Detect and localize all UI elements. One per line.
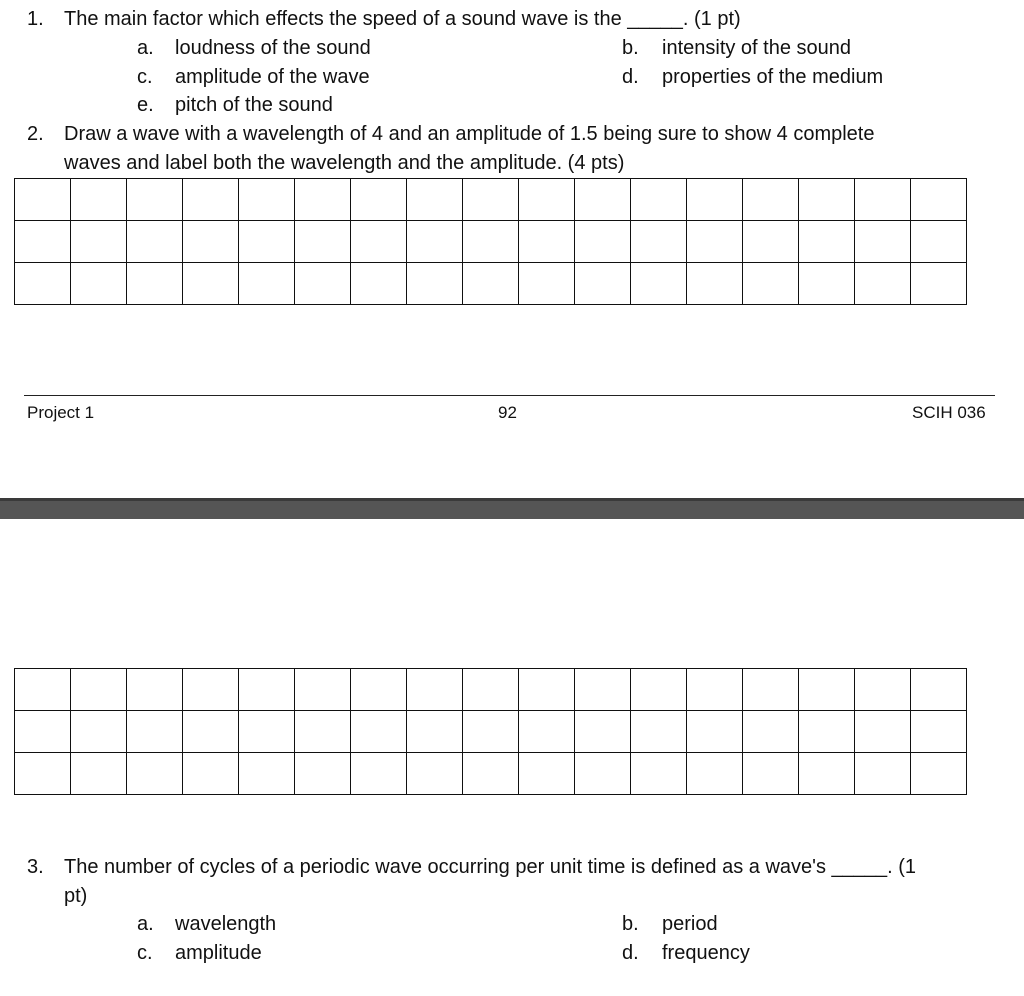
grid-cell[interactable] — [631, 669, 687, 711]
grid-cell[interactable] — [407, 669, 463, 711]
q3-option-b-letter: b. — [622, 913, 639, 935]
grid-cell[interactable] — [687, 179, 743, 221]
grid-cell[interactable] — [127, 711, 183, 753]
grid-cell[interactable] — [127, 263, 183, 305]
grid-cell[interactable] — [71, 711, 127, 753]
grid-cell[interactable] — [575, 179, 631, 221]
drawing-grid-top[interactable] — [14, 178, 967, 305]
grid-cell[interactable] — [71, 669, 127, 711]
page-separator-shadow — [0, 498, 1024, 501]
grid-cell[interactable] — [183, 669, 239, 711]
grid-cell[interactable] — [15, 711, 71, 753]
grid-cell[interactable] — [743, 263, 799, 305]
grid-cell[interactable] — [687, 221, 743, 263]
grid-cell[interactable] — [183, 753, 239, 795]
grid-cell[interactable] — [71, 263, 127, 305]
grid-cell[interactable] — [183, 263, 239, 305]
grid-cell[interactable] — [183, 711, 239, 753]
grid-cell[interactable] — [519, 753, 575, 795]
grid-cell[interactable] — [911, 669, 967, 711]
grid-cell[interactable] — [127, 753, 183, 795]
grid-row — [15, 179, 967, 221]
q1-option-b: intensity of the sound — [662, 37, 852, 59]
grid-cell[interactable] — [855, 263, 911, 305]
grid-cell[interactable] — [295, 711, 351, 753]
grid-cell[interactable] — [351, 753, 407, 795]
grid-cell[interactable] — [15, 221, 71, 263]
grid-cell[interactable] — [631, 753, 687, 795]
grid-cell[interactable] — [295, 221, 351, 263]
q3-option-b: period — [662, 913, 718, 935]
grid-cell[interactable] — [575, 753, 631, 795]
q1-option-c: amplitude of the wave — [175, 66, 370, 88]
grid-cell[interactable] — [687, 753, 743, 795]
grid-cell[interactable] — [71, 179, 127, 221]
q1-text: The main factor which effects the speed of a sound wave is the _____. (1 pt) — [64, 8, 741, 30]
grid-cell[interactable] — [15, 669, 71, 711]
q3-text-line1: The number of cycles of a periodic wave occurring per unit time is defined as a wave's _____. (1 — [64, 856, 917, 878]
grid-cell[interactable] — [743, 711, 799, 753]
grid-cell[interactable] — [127, 669, 183, 711]
q1-option-e: pitch of the sound — [175, 94, 333, 116]
grid-cell[interactable] — [519, 669, 575, 711]
q1-number: 1. — [27, 8, 44, 30]
grid-cell[interactable] — [519, 221, 575, 263]
grid-cell[interactable] — [295, 753, 351, 795]
grid-cell[interactable] — [743, 669, 799, 711]
grid-cell[interactable] — [239, 221, 295, 263]
grid-cell[interactable] — [743, 221, 799, 263]
q3-number: 3. — [27, 856, 44, 878]
grid-cell[interactable] — [855, 221, 911, 263]
q2-text-line2: waves and label both the wavelength and the amplitude. (4 pts) — [64, 152, 625, 174]
q1-option-d-letter: d. — [622, 66, 639, 88]
grid-cell[interactable] — [911, 263, 967, 305]
q1-option-e-letter: e. — [137, 94, 154, 116]
grid-cell[interactable] — [855, 669, 911, 711]
grid-cell[interactable] — [799, 179, 855, 221]
grid-cell[interactable] — [295, 179, 351, 221]
grid-cell[interactable] — [15, 179, 71, 221]
q2-number: 2. — [27, 123, 44, 145]
grid-cell[interactable] — [71, 753, 127, 795]
grid-cell[interactable] — [463, 711, 519, 753]
grid-cell[interactable] — [295, 669, 351, 711]
grid-cell[interactable] — [799, 711, 855, 753]
grid-cell[interactable] — [911, 221, 967, 263]
q3-option-a-letter: a. — [137, 913, 154, 935]
grid-cell[interactable] — [351, 179, 407, 221]
grid-row — [15, 263, 967, 305]
grid-cell[interactable] — [575, 669, 631, 711]
grid-cell[interactable] — [239, 263, 295, 305]
grid-cell[interactable] — [463, 221, 519, 263]
grid-cell[interactable] — [631, 179, 687, 221]
grid-cell[interactable] — [239, 711, 295, 753]
footer-page-number: 92 — [498, 403, 517, 422]
grid-cell[interactable] — [407, 711, 463, 753]
footer-course-code: SCIH 036 — [912, 403, 986, 422]
q1-option-b-letter: b. — [622, 37, 639, 59]
grid-cell[interactable] — [295, 263, 351, 305]
grid-row — [15, 753, 967, 795]
grid-cell[interactable] — [575, 221, 631, 263]
grid-cell[interactable] — [463, 669, 519, 711]
grid-cell[interactable] — [351, 711, 407, 753]
grid-cell[interactable] — [687, 669, 743, 711]
q3-text-line2: pt) — [64, 885, 88, 907]
grid-cell[interactable] — [351, 221, 407, 263]
grid-cell[interactable] — [631, 221, 687, 263]
q1-option-a: loudness of the sound — [175, 37, 371, 59]
grid-cell[interactable] — [799, 753, 855, 795]
grid-cell[interactable] — [351, 669, 407, 711]
grid-cell[interactable] — [351, 263, 407, 305]
q3-option-d-letter: d. — [622, 942, 639, 964]
page-separator — [0, 498, 1024, 519]
grid-cell[interactable] — [407, 179, 463, 221]
q3-option-c: amplitude — [175, 942, 262, 964]
grid-cell[interactable] — [407, 221, 463, 263]
grid-row — [15, 669, 967, 711]
q3-option-c-letter: c. — [137, 942, 153, 964]
grid-cell[interactable] — [407, 753, 463, 795]
grid-cell[interactable] — [631, 711, 687, 753]
grid-cell[interactable] — [911, 753, 967, 795]
grid-cell[interactable] — [687, 263, 743, 305]
grid-cell[interactable] — [799, 263, 855, 305]
grid-cell[interactable] — [239, 669, 295, 711]
grid-cell[interactable] — [239, 179, 295, 221]
grid-cell[interactable] — [855, 179, 911, 221]
grid-cell[interactable] — [463, 179, 519, 221]
q3-option-d: frequency — [662, 942, 750, 964]
grid-cell[interactable] — [519, 263, 575, 305]
grid-cell[interactable] — [799, 221, 855, 263]
footer-project: Project 1 — [27, 403, 95, 422]
grid-cell[interactable] — [855, 711, 911, 753]
grid-cell[interactable] — [183, 221, 239, 263]
grid-cell[interactable] — [127, 221, 183, 263]
grid-cell[interactable] — [687, 711, 743, 753]
grid-row — [15, 711, 967, 753]
grid-cell[interactable] — [743, 179, 799, 221]
q1-option-d: properties of the medium — [662, 66, 884, 88]
grid-cell[interactable] — [575, 263, 631, 305]
grid-cell[interactable] — [407, 263, 463, 305]
grid-cell[interactable] — [463, 263, 519, 305]
grid-cell[interactable] — [15, 753, 71, 795]
grid-cell[interactable] — [911, 711, 967, 753]
grid-cell[interactable] — [911, 179, 967, 221]
grid-cell[interactable] — [239, 753, 295, 795]
grid-cell[interactable] — [463, 753, 519, 795]
grid-cell[interactable] — [519, 711, 575, 753]
grid-cell[interactable] — [855, 753, 911, 795]
grid-cell[interactable] — [575, 711, 631, 753]
grid-cell[interactable] — [127, 179, 183, 221]
grid-cell[interactable] — [71, 221, 127, 263]
grid-cell[interactable] — [519, 179, 575, 221]
drawing-grid-bottom[interactable] — [14, 668, 967, 795]
q1-option-c-letter: c. — [137, 66, 153, 88]
grid-cell[interactable] — [631, 263, 687, 305]
grid-cell[interactable] — [743, 753, 799, 795]
grid-cell[interactable] — [799, 669, 855, 711]
q3-option-a: wavelength — [175, 913, 277, 935]
grid-cell[interactable] — [15, 263, 71, 305]
grid-row — [15, 221, 967, 263]
footer-divider — [24, 395, 995, 396]
q1-option-a-letter: a. — [137, 37, 154, 59]
grid-cell[interactable] — [183, 179, 239, 221]
q2-text-line1: Draw a wave with a wavelength of 4 and an amplitude of 1.5 being sure to show 4 complete — [64, 123, 875, 145]
